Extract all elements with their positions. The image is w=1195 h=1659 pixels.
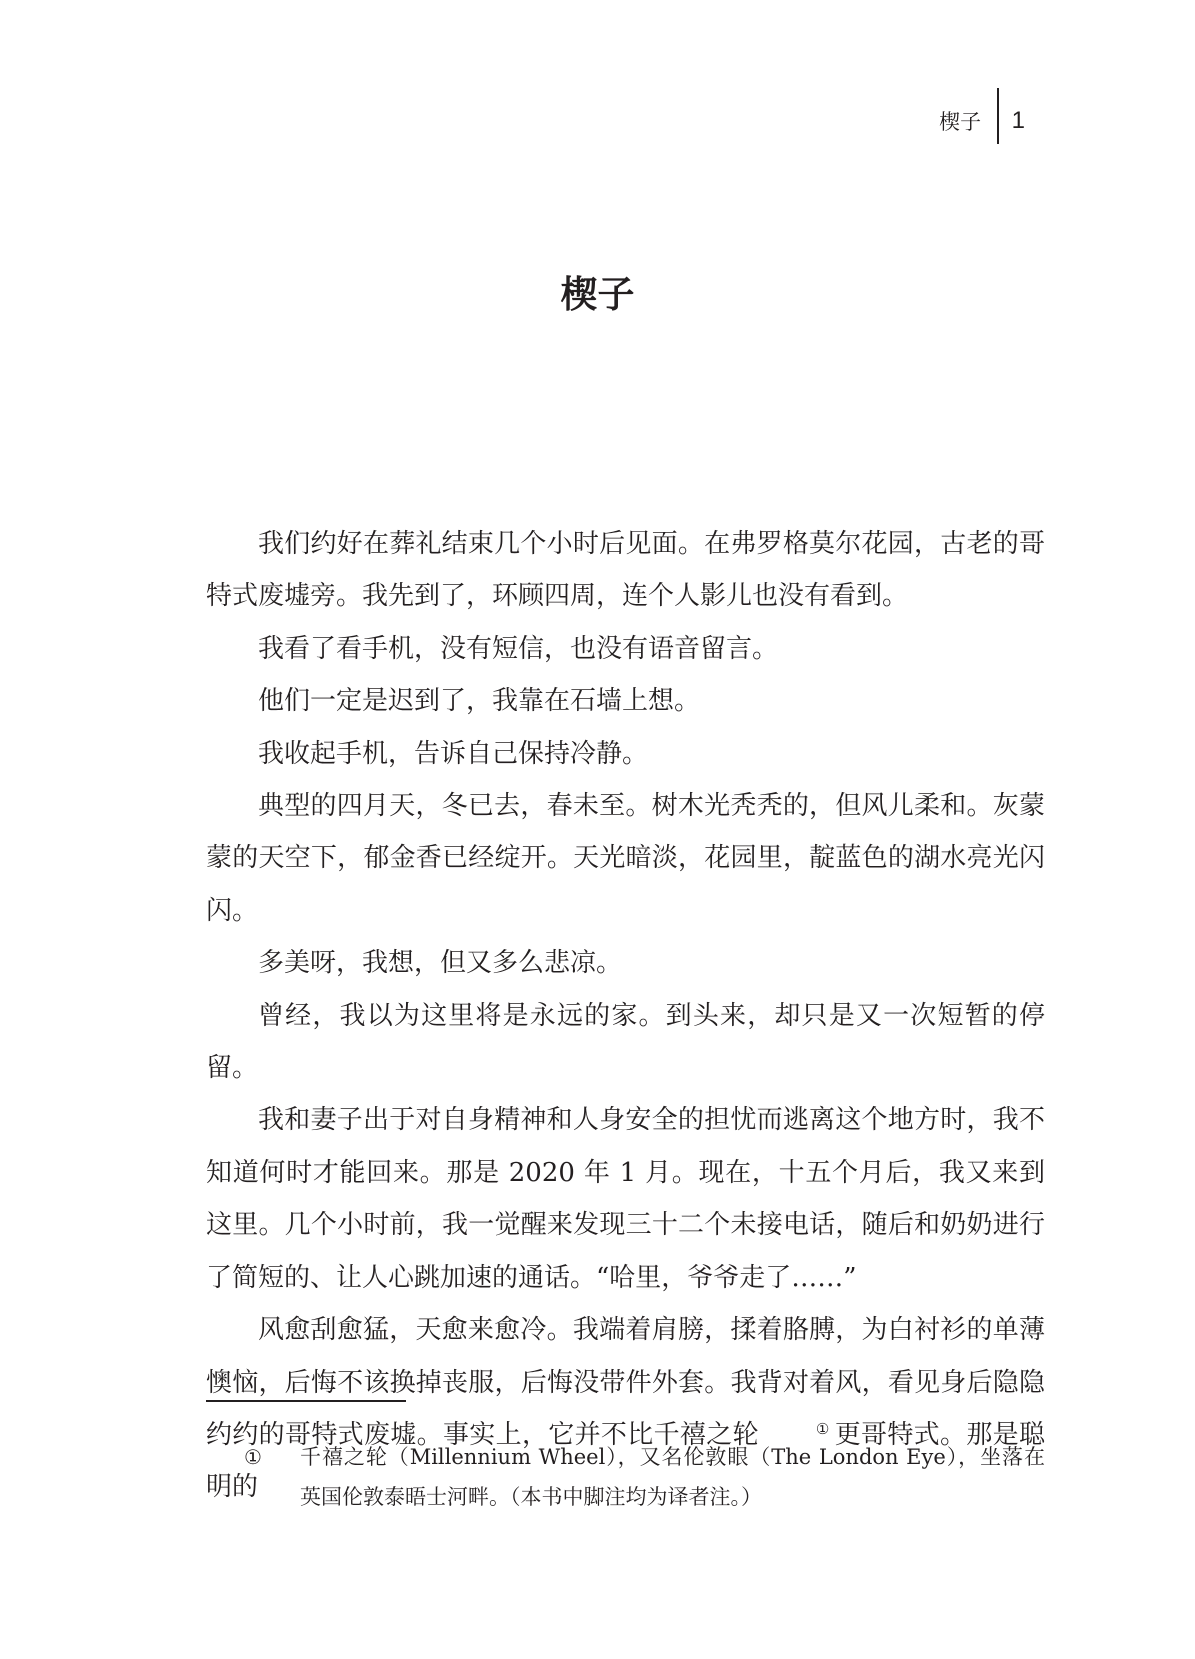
- footnote-divider: [206, 1400, 406, 1402]
- paragraph: 曾经，我以为这里将是永远的家。到头来，却只是又一次短暂的停留。: [206, 1000, 1045, 1084]
- running-title: 楔子: [939, 110, 982, 134]
- paragraph-text: 风愈刮愈猛，天愈来愈冷。我端着肩膀，揉着胳膊，为白衬衫的单薄懊恼，后悔不该换掉丧服，后悔没带件外套。我背对着风，看见身后隐隐约约的哥特式废墟。事实上，它并不比千禧之轮: [206, 1315, 1045, 1450]
- paragraph-text: 更哥特式。那是聪明的: [206, 1419, 1045, 1503]
- paragraph: 典型的四月天，冬已去，春未至。树木光秃秃的，但风儿柔和。灰蒙蒙的天空下，郁金香已经绽开。天光暗淡，花园里，靛蓝色的湖水亮光闪闪。: [206, 791, 1045, 926]
- chapter-title: 楔子: [560, 273, 635, 316]
- running-head: [939, 88, 1025, 144]
- page-number: 1: [1011, 107, 1025, 134]
- footnote-text: 千禧之轮（Millennium Wheel），又名伦敦眼（The London Eye），坐落在英国伦敦泰晤士河畔。（本书中脚注均为译者注。）: [300, 1445, 1045, 1509]
- footnote-marker: ①: [244, 1445, 262, 1469]
- footnote: [206, 1437, 1045, 1517]
- footnote-reference[interactable]: ①: [815, 1419, 830, 1438]
- paragraph: 我收起手机，告诉自己保持冷静。: [258, 738, 649, 769]
- paragraph: 他们一定是迟到了，我靠在石墙上想。: [258, 686, 701, 717]
- paragraph: 我们约好在葬礼结束几个小时后见面。在弗罗格莫尔花园，古老的哥特式废墟旁。我先到了，环顾四周，连个人影儿也没有看到。: [206, 529, 1045, 612]
- body-text: [206, 518, 1045, 1514]
- paragraph: 我和妻子出于对自身精神和人身安全的担忧而逃离这个地方时，我不知道何时才能回来。那是 2020 年 1 月。现在，十五个月后，我又来到这里。几个小时前，我一觉醒来发现三十二个未接电话，随后和奶奶进行了简短的、让人心跳加速的通话。“哈里，爷爷走了……”: [206, 1105, 1045, 1293]
- paragraph: 多美呀，我想，但又多么悲凉。: [258, 948, 623, 979]
- paragraph: 我看了看手机，没有短信，也没有语音留言。: [258, 633, 779, 664]
